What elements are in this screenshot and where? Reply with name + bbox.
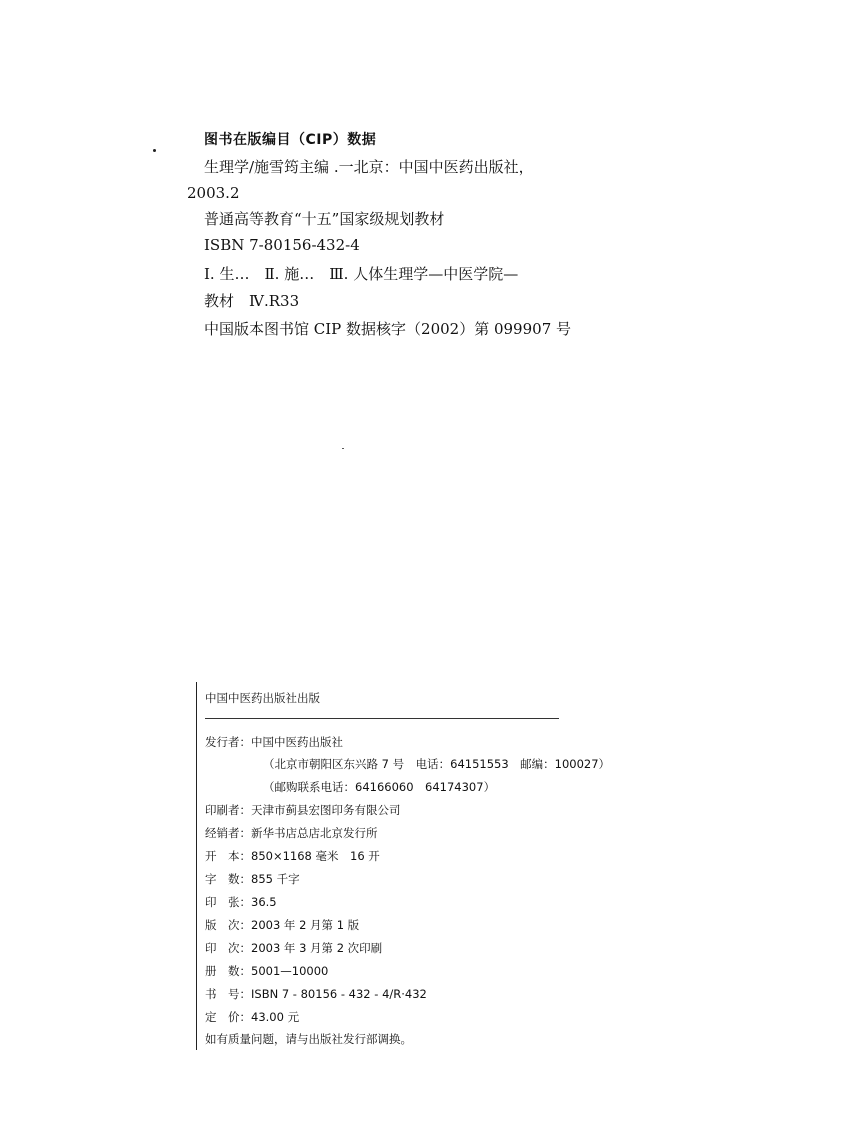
imprint-divider bbox=[205, 718, 559, 719]
cip-publication-date: 2003.2 bbox=[187, 184, 240, 202]
imprint-notice: 如有质量问题，请与出版社发行部调换。 bbox=[205, 1032, 412, 1046]
scan-speck bbox=[153, 149, 156, 152]
cip-record-number: 中国版本图书馆 CIP 数据核字（2002）第 099907 号 bbox=[204, 320, 572, 338]
imprint-book-number: 书 号：ISBN 7 - 80156 - 432 - 4/R·432 bbox=[205, 987, 427, 1001]
imprint-publisher: 中国中医药出版社出版 bbox=[205, 691, 320, 705]
imprint-block bbox=[196, 682, 611, 1050]
imprint-printing: 印 次：2003 年 3 月第 2 次印刷 bbox=[205, 941, 383, 955]
cip-series: 普通高等教育“十五”国家级规划教材 bbox=[204, 210, 445, 228]
imprint-seller: 经销者：新华书店总店北京发行所 bbox=[205, 826, 378, 840]
imprint-word-count: 字 数：855 千字 bbox=[205, 872, 300, 886]
imprint-format: 开 本：850×1168 毫米 16 开 bbox=[205, 849, 380, 863]
imprint-distributor: 发行者：中国中医药出版社 bbox=[205, 735, 343, 749]
imprint-mail-order: （邮购联系电话：64166060 64174307） bbox=[263, 780, 496, 794]
cip-subject-headings: Ⅰ. 生… Ⅱ. 施… Ⅲ. 人体生理学—中医学院— bbox=[204, 265, 519, 283]
scan-speck bbox=[342, 448, 344, 449]
imprint-address: （北京市朝阳区东兴路 7 号 电话：64151553 邮编：100027） bbox=[263, 757, 611, 771]
imprint-copies: 册 数：5001—10000 bbox=[205, 964, 329, 978]
cip-classification: 教材 Ⅳ.R33 bbox=[204, 292, 300, 310]
cip-book-title-editor: 生理学/施雪筠主编 .一北京：中国中医药出版社， bbox=[204, 158, 534, 176]
imprint-printer: 印刷者：天津市蓟县宏图印务有限公司 bbox=[205, 803, 401, 817]
imprint-edition: 版 次：2003 年 2 月第 1 版 bbox=[205, 918, 360, 932]
cip-isbn: ISBN 7-80156-432-4 bbox=[204, 236, 360, 254]
imprint-price: 定 价：43.00 元 bbox=[205, 1010, 300, 1024]
cip-title: 图书在版编目（CIP）数据 bbox=[204, 132, 377, 148]
imprint-sheets: 印 张：36.5 bbox=[205, 895, 277, 909]
